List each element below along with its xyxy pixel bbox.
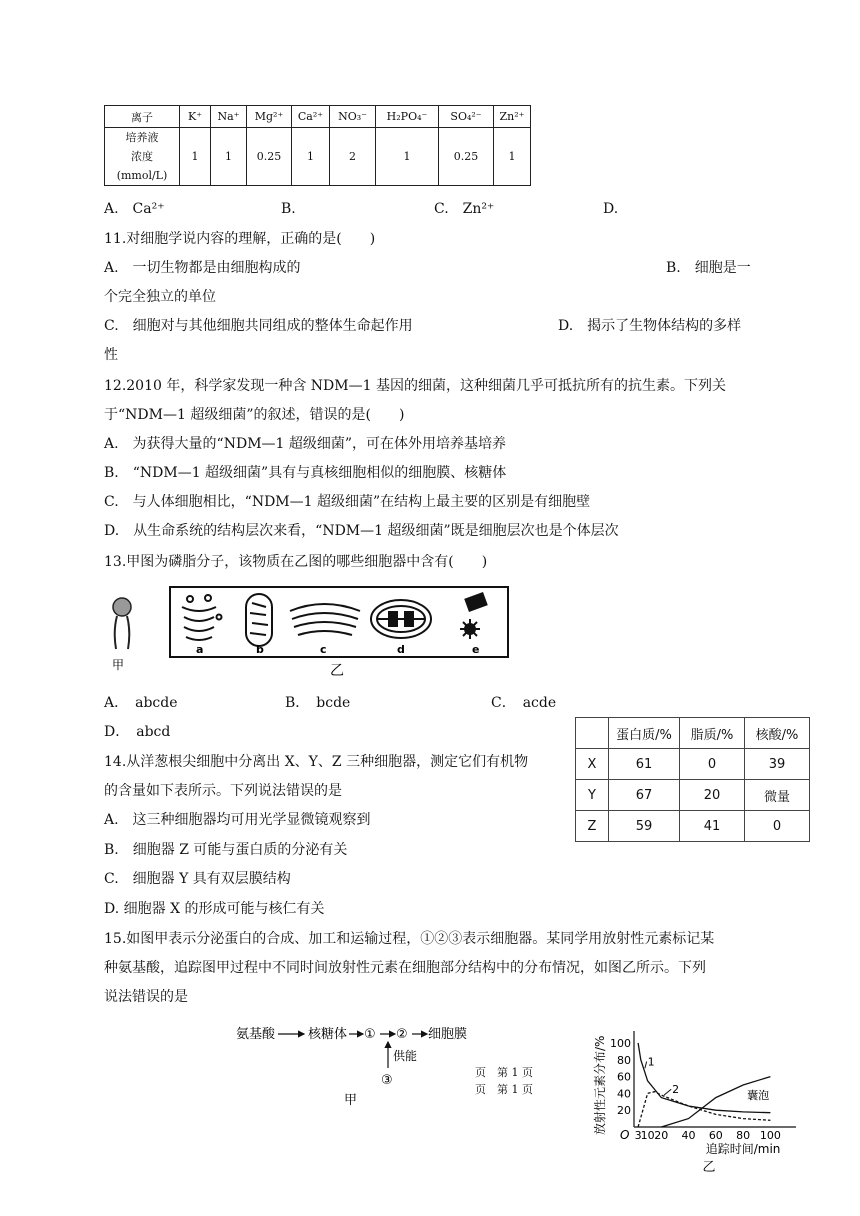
x-tick-label: 3 (634, 1129, 642, 1142)
chart-origin-label: O (620, 1128, 630, 1142)
table-cell: 67 (609, 780, 680, 811)
q10-option-c: C. Zn²⁺ (434, 201, 495, 217)
q14-stem-line2: 的含量如下表所示。下列说法错误的是 (104, 783, 342, 799)
table-header-cell: 脂质/% (680, 718, 745, 749)
centrosome-icon (460, 592, 488, 639)
fig-label-jia: 甲 (112, 658, 125, 672)
x-tick-label: 80 (736, 1129, 751, 1142)
series-label: 2 (672, 1083, 680, 1097)
flow-ribosome: 核糖体 (308, 1027, 348, 1042)
table-header-cell: 离子 (105, 106, 180, 128)
table-cell: X (576, 749, 609, 780)
radioactivity-chart (586, 1024, 816, 1174)
q12-option-b: B. “NDM—1 超级细菌”具有与真核细胞相似的细胞膜、核糖体 (104, 465, 507, 481)
series-label-leader (664, 1089, 671, 1095)
table-row (105, 128, 531, 186)
page-number-mark: 页 第 1 页 (475, 1066, 533, 1079)
flow-caption-jia: 甲 (344, 1093, 358, 1108)
q13-option-b: B． bcde (285, 695, 351, 711)
organelle-frame (170, 587, 508, 657)
q11-option-a: A. 一切生物都是由细胞构成的 (104, 260, 301, 276)
q12-option-a: A. 为获得大量的“NDM—1 超级细菌”，可在体外用培养基培养 (104, 436, 507, 452)
table-header-cell: NO₃⁻ (330, 106, 376, 128)
q13-stem: 13.甲图为磷脂分子，该物质在乙图的哪些细胞器中含有( ) (104, 554, 488, 570)
y-tick-label: 40 (617, 1087, 631, 1101)
table-header-cell (576, 718, 609, 749)
table-cell: 2 (330, 128, 376, 186)
q13-option-c: C． acde (491, 695, 557, 711)
table-cell: 0 (745, 811, 810, 842)
q10-option-a: A. Ca²⁺ (104, 201, 165, 217)
series-line-1 (638, 1043, 770, 1113)
series-label: 1 (647, 1055, 655, 1069)
flow-organelle-1: ① (364, 1027, 376, 1042)
fig-label-d: d (397, 643, 405, 656)
y-tick-label: 100 (610, 1037, 631, 1050)
q11-option-c: C. 细胞对与其他细胞共同组成的整体生命起作用 (104, 318, 413, 334)
q15-stem-line3: 说法错误的是 (104, 989, 188, 1005)
q10-option-d: D. (603, 201, 619, 217)
table-cell: Z (576, 811, 609, 842)
table-cell: 微量 (745, 780, 810, 811)
table-cell: 41 (680, 811, 745, 842)
table-row (576, 749, 810, 780)
ion-concentration-table (104, 105, 531, 186)
y-tick-label: 80 (617, 1053, 631, 1067)
chart-y-label: 放射性元素分布/% (593, 1035, 607, 1135)
series-label-leader (645, 1061, 647, 1068)
page-number-mark: 页 第 1 页 (475, 1083, 533, 1096)
table-cell: Y (576, 780, 609, 811)
endoplasmic-reticulum-icon (290, 604, 360, 635)
q13-option-a: A． abcde (104, 695, 178, 711)
table-cell: 0.25 (247, 128, 292, 186)
q11-option-d: D. 揭示了生物体结构的多样 (558, 318, 742, 334)
table-cell: 0 (680, 749, 745, 780)
fig-label-b: b (256, 643, 264, 656)
q12-stem-line1: 12.2010 年，科学家发现一种含 NDM—1 基因的细菌，这种细菌几乎可抵抗所有的抗生素。下列关 (104, 378, 726, 394)
table-cell: 1 (211, 128, 247, 186)
mitochondrion-icon (246, 594, 272, 646)
table-cell: 20 (680, 780, 745, 811)
table-cell: 1 (494, 128, 531, 186)
series-label: 囊泡 (747, 1089, 770, 1103)
organelle-figure (104, 585, 524, 687)
row-label-line: 浓度 (131, 150, 153, 163)
y-tick-label: 60 (617, 1070, 631, 1084)
table-cell: 61 (609, 749, 680, 780)
table-header-cell: 核酸/% (745, 718, 810, 749)
x-tick-label: 10 (640, 1129, 655, 1142)
table-cell: 1 (376, 128, 439, 186)
table-header-cell: 蛋白质/% (609, 718, 680, 749)
fig-label-c: c (320, 643, 327, 656)
flow-cell-membrane: 细胞膜 (428, 1027, 468, 1042)
q14-option-d: D. 细胞器 X 的形成可能与核仁有关 (104, 901, 325, 917)
table-header-cell: SO₄²⁻ (439, 106, 494, 128)
q11-stem: 11.对细胞学说内容的理解，正确的是( ) (104, 231, 376, 247)
chart-x-label: 追踪时间/min (705, 1142, 781, 1156)
chart-axes (634, 1031, 796, 1127)
x-tick-label: 100 (759, 1129, 781, 1142)
chloroplast-icon (371, 600, 431, 638)
q14-stem-line1: 14.从洋葱根尖细胞中分离出 X、Y、Z 三种细胞器，测定它们有机物 (104, 754, 529, 770)
row-label-cell (105, 128, 180, 186)
q11-option-d-cont: 性 (104, 347, 118, 363)
table-cell: 59 (609, 811, 680, 842)
flow-organelle-3: ③ (381, 1073, 393, 1088)
table-row (576, 811, 810, 842)
flow-amino-acid: 氨基酸 (236, 1027, 276, 1042)
table-cell: 0.25 (439, 128, 494, 186)
table-cell: 1 (180, 128, 211, 186)
flow-organelle-2: ② (396, 1027, 408, 1042)
table-header-cell: Mg²⁺ (247, 106, 292, 128)
q14-option-c: C. 细胞器 Y 具有双层膜结构 (104, 871, 291, 887)
x-tick-label: 20 (654, 1129, 669, 1142)
q12-stem-line2: 于“NDM—1 超级细菌”的叙述，错误的是( ) (104, 407, 405, 423)
x-tick-label: 40 (681, 1129, 696, 1142)
secretion-flow-diagram (236, 1022, 496, 1112)
table-cell: 1 (292, 128, 330, 186)
y-tick-label: 20 (617, 1104, 631, 1118)
q12-option-d: D. 从生命系统的结构层次来看，“NDM—1 超级细菌”既是细胞层次也是个体层次 (104, 523, 619, 539)
table-header-cell: Ca²⁺ (292, 106, 330, 128)
q15-stem-line1: 15.如图甲表示分泌蛋白的合成、加工和运输过程，①②③表示细胞器。某同学用放射性元素标记某 (104, 931, 715, 947)
table-header-cell: H₂PO₄⁻ (376, 106, 439, 128)
table-header-cell: Na⁺ (211, 106, 247, 128)
chart-caption: 乙 (702, 1160, 716, 1174)
fig-label-e: e (472, 643, 480, 656)
q10-option-b: B. (281, 201, 296, 217)
row-label-line: (mmol/L) (116, 169, 168, 182)
q11-option-b: B. 细胞是一 (666, 260, 751, 276)
q14-option-a: A. 这三种细胞器均可用光学显微镜观察到 (104, 812, 371, 828)
golgi-icon (182, 595, 222, 640)
table-row (105, 106, 531, 128)
table-cell: 39 (745, 749, 810, 780)
table-row (576, 780, 810, 811)
q14-option-b: B. 细胞器 Z 可能与蛋白质的分泌有关 (104, 842, 348, 858)
x-tick-label: 60 (708, 1129, 723, 1142)
fig-label-yi: 乙 (330, 663, 344, 679)
table-row (576, 718, 810, 749)
flow-energy-supply: 供能 (393, 1049, 418, 1063)
q11-option-b-cont: 个完全独立的单位 (104, 289, 216, 305)
phospholipid-icon (113, 598, 131, 649)
q12-option-c: C. 与人体细胞相比，“NDM—1 超级细菌”在结构上最主要的区别是有细胞壁 (104, 494, 591, 510)
fig-label-a: a (196, 643, 204, 656)
chart-series-group (638, 1043, 770, 1127)
organelle-content-table (575, 717, 810, 842)
row-label-line: 培养液 (125, 131, 159, 144)
table-header-cell: K⁺ (180, 106, 211, 128)
table-header-cell: Zn²⁺ (494, 106, 531, 128)
q15-stem-line2: 种氨基酸，追踪图甲过程中不同时间放射性元素在细胞部分结构中的分布情况，如图乙所示。下列 (104, 960, 706, 976)
q13-option-d: D． abcd (104, 724, 171, 740)
